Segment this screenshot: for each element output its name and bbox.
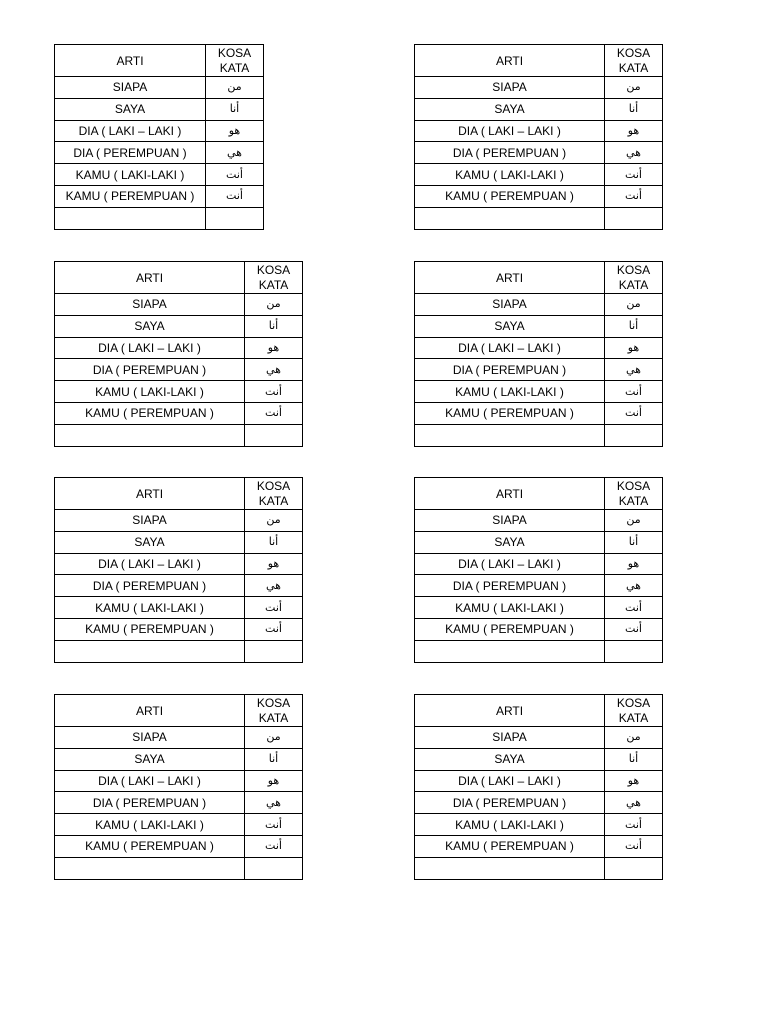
- table-row: [415, 185, 663, 207]
- header-kosa-kata: KOSA KATA: [605, 478, 663, 510]
- empty-cell: [245, 640, 303, 662]
- arti-cell: DIA ( LAKI – LAKI ): [55, 120, 206, 142]
- header-row: [55, 695, 303, 727]
- vocab-table-4: [414, 261, 663, 447]
- empty-cell: [55, 207, 206, 229]
- kosa-kata-cell: أنا: [605, 531, 663, 553]
- arti-cell: SIAPA: [415, 294, 605, 316]
- table-row: [55, 164, 264, 186]
- arti-cell: SAYA: [55, 748, 245, 770]
- empty-cell: [605, 640, 663, 662]
- header-arti: ARTI: [55, 695, 245, 727]
- table-row: [415, 553, 663, 575]
- kosa-kata-cell: من: [206, 77, 264, 99]
- arti-cell: SAYA: [415, 315, 605, 337]
- arti-cell: DIA ( LAKI – LAKI ): [415, 120, 605, 142]
- table-row: [55, 618, 303, 640]
- header-kosa-kata: KOSA KATA: [605, 695, 663, 727]
- kosa-kata-cell: هي: [605, 792, 663, 814]
- header-arti: ARTI: [415, 478, 605, 510]
- kosa-kata-cell: أنا: [245, 315, 303, 337]
- table-row: [55, 381, 303, 403]
- kosa-kata-cell: هي: [245, 359, 303, 381]
- arti-cell: SIAPA: [415, 510, 605, 532]
- arti-cell: DIA ( LAKI – LAKI ): [55, 337, 245, 359]
- table-row: [415, 618, 663, 640]
- arti-cell: KAMU ( LAKI-LAKI ): [55, 381, 245, 403]
- table-row: [415, 792, 663, 814]
- kosa-kata-cell: أنت: [206, 164, 264, 186]
- kosa-kata-cell: أنت: [245, 402, 303, 424]
- arti-cell: KAMU ( PEREMPUAN ): [415, 402, 605, 424]
- table-row: [55, 120, 264, 142]
- arti-cell: DIA ( LAKI – LAKI ): [415, 770, 605, 792]
- vocab-table-5: [54, 477, 303, 663]
- table-row: [55, 770, 303, 792]
- arti-cell: SAYA: [55, 531, 245, 553]
- kosa-kata-cell: أنت: [605, 381, 663, 403]
- empty-row: [415, 857, 663, 879]
- arti-cell: SIAPA: [55, 77, 206, 99]
- table-row: [55, 359, 303, 381]
- header-kosa-kata: KOSA KATA: [245, 478, 303, 510]
- kosa-kata-cell: أنا: [605, 748, 663, 770]
- table-row: [55, 185, 264, 207]
- kosa-kata-cell: أنت: [245, 381, 303, 403]
- vocab-table-7: [54, 694, 303, 880]
- vocab-table-8: [414, 694, 663, 880]
- header-row: [55, 478, 303, 510]
- kosa-kata-cell: هو: [605, 770, 663, 792]
- empty-cell: [605, 424, 663, 446]
- table-row: [55, 77, 264, 99]
- table-row: [415, 98, 663, 120]
- kosa-kata-cell: هي: [605, 575, 663, 597]
- kosa-kata-cell: أنت: [245, 814, 303, 836]
- table-row: [55, 142, 264, 164]
- header-kosa-kata: KOSA KATA: [605, 45, 663, 77]
- header-arti: ARTI: [55, 478, 245, 510]
- arti-cell: KAMU ( LAKI-LAKI ): [55, 597, 245, 619]
- arti-cell: SIAPA: [415, 727, 605, 749]
- table-row: [415, 142, 663, 164]
- empty-cell: [245, 424, 303, 446]
- kosa-kata-cell: هو: [245, 770, 303, 792]
- table-row: [415, 359, 663, 381]
- header-arti: ARTI: [55, 45, 206, 77]
- kosa-kata-cell: أنت: [245, 835, 303, 857]
- table-row: [415, 748, 663, 770]
- empty-row: [55, 857, 303, 879]
- empty-row: [415, 424, 663, 446]
- kosa-kata-cell: أنت: [245, 597, 303, 619]
- header-row: [415, 478, 663, 510]
- table-row: [55, 98, 264, 120]
- kosa-kata-cell: هو: [605, 553, 663, 575]
- arti-cell: SIAPA: [55, 510, 245, 532]
- kosa-kata-cell: هو: [245, 553, 303, 575]
- arti-cell: KAMU ( PEREMPUAN ): [415, 835, 605, 857]
- empty-cell: [415, 857, 605, 879]
- kosa-kata-cell: من: [605, 77, 663, 99]
- kosa-kata-cell: هي: [245, 575, 303, 597]
- empty-cell: [55, 640, 245, 662]
- arti-cell: DIA ( PEREMPUAN ): [415, 792, 605, 814]
- kosa-kata-cell: هو: [605, 120, 663, 142]
- table-row: [415, 164, 663, 186]
- header-kosa-kata: KOSA KATA: [206, 45, 264, 77]
- vocab-table-1: [54, 44, 264, 230]
- arti-cell: SIAPA: [55, 294, 245, 316]
- empty-row: [415, 640, 663, 662]
- header-row: [415, 262, 663, 294]
- arti-cell: DIA ( PEREMPUAN ): [55, 792, 245, 814]
- arti-cell: DIA ( PEREMPUAN ): [415, 359, 605, 381]
- table-row: [415, 835, 663, 857]
- kosa-kata-cell: أنا: [245, 748, 303, 770]
- kosa-kata-cell: أنت: [605, 814, 663, 836]
- header-arti: ARTI: [415, 262, 605, 294]
- empty-cell: [55, 857, 245, 879]
- table-row: [55, 294, 303, 316]
- kosa-kata-cell: أنت: [605, 164, 663, 186]
- empty-row: [55, 424, 303, 446]
- kosa-kata-cell: أنت: [605, 402, 663, 424]
- arti-cell: DIA ( PEREMPUAN ): [55, 359, 245, 381]
- kosa-kata-cell: أنت: [605, 835, 663, 857]
- arti-cell: SAYA: [415, 531, 605, 553]
- table-row: [55, 814, 303, 836]
- header-arti: ARTI: [415, 45, 605, 77]
- table-row: [415, 727, 663, 749]
- table-row: [415, 531, 663, 553]
- arti-cell: KAMU ( LAKI-LAKI ): [415, 164, 605, 186]
- kosa-kata-cell: هو: [206, 120, 264, 142]
- kosa-kata-cell: أنت: [245, 618, 303, 640]
- kosa-kata-cell: هي: [206, 142, 264, 164]
- empty-row: [55, 207, 264, 229]
- table-row: [415, 337, 663, 359]
- arti-cell: KAMU ( LAKI-LAKI ): [415, 597, 605, 619]
- arti-cell: SAYA: [55, 98, 206, 120]
- arti-cell: DIA ( LAKI – LAKI ): [55, 553, 245, 575]
- header-row: [415, 45, 663, 77]
- arti-cell: DIA ( LAKI – LAKI ): [415, 553, 605, 575]
- table-row: [55, 575, 303, 597]
- table-row: [415, 294, 663, 316]
- kosa-kata-cell: أنا: [206, 98, 264, 120]
- arti-cell: DIA ( PEREMPUAN ): [55, 575, 245, 597]
- arti-cell: KAMU ( LAKI-LAKI ): [55, 814, 245, 836]
- header-row: [55, 45, 264, 77]
- table-row: [415, 315, 663, 337]
- kosa-kata-cell: من: [245, 294, 303, 316]
- empty-cell: [415, 207, 605, 229]
- kosa-kata-cell: من: [245, 510, 303, 532]
- table-row: [55, 748, 303, 770]
- kosa-kata-cell: هو: [245, 337, 303, 359]
- table-row: [55, 792, 303, 814]
- kosa-kata-cell: من: [605, 727, 663, 749]
- table-row: [55, 531, 303, 553]
- arti-cell: SAYA: [55, 315, 245, 337]
- arti-cell: SAYA: [415, 748, 605, 770]
- table-row: [415, 510, 663, 532]
- vocab-table-2: [414, 44, 663, 230]
- empty-row: [55, 640, 303, 662]
- table-row: [415, 120, 663, 142]
- arti-cell: SAYA: [415, 98, 605, 120]
- header-row: [415, 695, 663, 727]
- empty-cell: [605, 207, 663, 229]
- table-row: [415, 597, 663, 619]
- header-kosa-kata: KOSA KATA: [245, 262, 303, 294]
- arti-cell: KAMU ( PEREMPUAN ): [415, 618, 605, 640]
- kosa-kata-cell: أنت: [206, 185, 264, 207]
- header-kosa-kata: KOSA KATA: [245, 695, 303, 727]
- kosa-kata-cell: هي: [245, 792, 303, 814]
- arti-cell: DIA ( LAKI – LAKI ): [415, 337, 605, 359]
- table-row: [415, 381, 663, 403]
- header-kosa-kata: KOSA KATA: [605, 262, 663, 294]
- arti-cell: KAMU ( PEREMPUAN ): [55, 835, 245, 857]
- kosa-kata-cell: من: [605, 294, 663, 316]
- kosa-kata-cell: أنت: [605, 597, 663, 619]
- table-row: [415, 402, 663, 424]
- kosa-kata-cell: من: [245, 727, 303, 749]
- arti-cell: KAMU ( LAKI-LAKI ): [415, 381, 605, 403]
- kosa-kata-cell: هي: [605, 359, 663, 381]
- kosa-kata-cell: من: [605, 510, 663, 532]
- table-row: [55, 553, 303, 575]
- table-row: [55, 510, 303, 532]
- arti-cell: DIA ( PEREMPUAN ): [55, 142, 206, 164]
- arti-cell: SIAPA: [415, 77, 605, 99]
- arti-cell: KAMU ( PEREMPUAN ): [415, 185, 605, 207]
- kosa-kata-cell: أنت: [605, 618, 663, 640]
- table-row: [55, 835, 303, 857]
- header-arti: ARTI: [55, 262, 245, 294]
- header-arti: ARTI: [415, 695, 605, 727]
- header-row: [55, 262, 303, 294]
- arti-cell: KAMU ( PEREMPUAN ): [55, 185, 206, 207]
- arti-cell: KAMU ( PEREMPUAN ): [55, 402, 245, 424]
- table-row: [55, 315, 303, 337]
- arti-cell: KAMU ( LAKI-LAKI ): [55, 164, 206, 186]
- table-row: [55, 597, 303, 619]
- table-row: [55, 727, 303, 749]
- kosa-kata-cell: أنت: [605, 185, 663, 207]
- arti-cell: SIAPA: [55, 727, 245, 749]
- table-row: [415, 814, 663, 836]
- kosa-kata-cell: هي: [605, 142, 663, 164]
- arti-cell: DIA ( PEREMPUAN ): [415, 142, 605, 164]
- table-row: [415, 575, 663, 597]
- kosa-kata-cell: هو: [605, 337, 663, 359]
- table-row: [55, 337, 303, 359]
- arti-cell: DIA ( LAKI – LAKI ): [55, 770, 245, 792]
- kosa-kata-cell: أنا: [605, 315, 663, 337]
- empty-row: [415, 207, 663, 229]
- empty-cell: [55, 424, 245, 446]
- table-row: [415, 77, 663, 99]
- table-row: [55, 402, 303, 424]
- kosa-kata-cell: أنا: [605, 98, 663, 120]
- table-row: [415, 770, 663, 792]
- empty-cell: [415, 640, 605, 662]
- empty-cell: [245, 857, 303, 879]
- vocab-table-3: [54, 261, 303, 447]
- empty-cell: [415, 424, 605, 446]
- vocab-table-6: [414, 477, 663, 663]
- arti-cell: KAMU ( PEREMPUAN ): [55, 618, 245, 640]
- empty-cell: [206, 207, 264, 229]
- empty-cell: [605, 857, 663, 879]
- arti-cell: KAMU ( LAKI-LAKI ): [415, 814, 605, 836]
- arti-cell: DIA ( PEREMPUAN ): [415, 575, 605, 597]
- kosa-kata-cell: أنا: [245, 531, 303, 553]
